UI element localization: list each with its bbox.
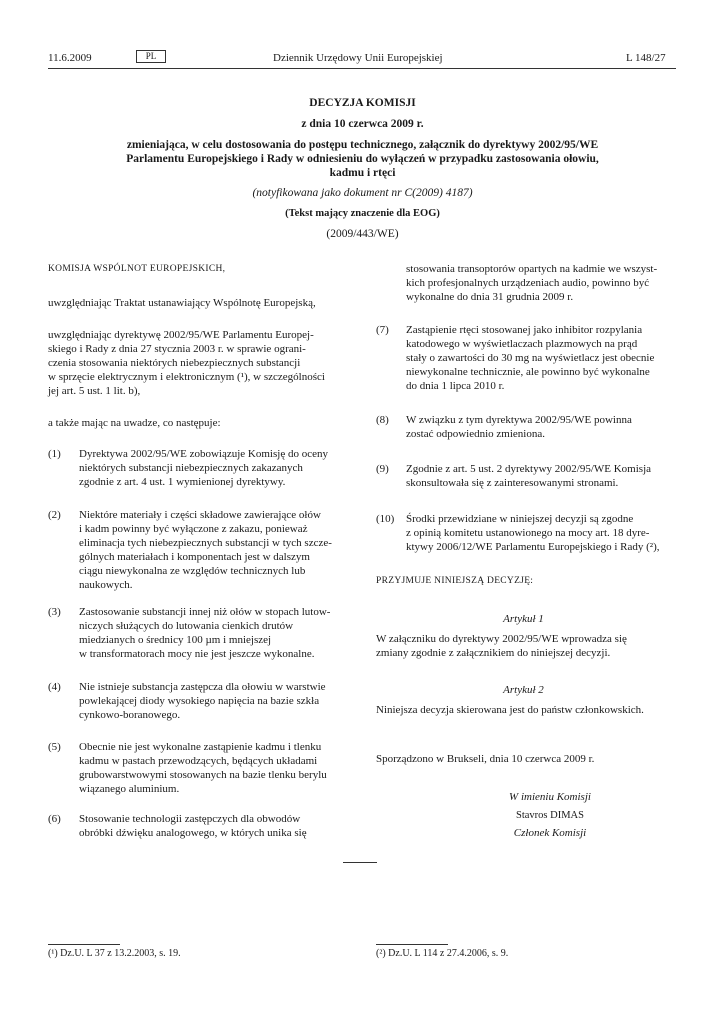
recital-number: (1) [48, 448, 61, 460]
signatory-name: Stavros DIMAS [516, 810, 584, 821]
decision-subject-1: zmieniająca, w celu dostosowania do postępu technicznego, załącznik do dyrektywy 2002/95/WE [126, 139, 599, 151]
decision-subject-3: kadmu i rtęci [329, 167, 396, 179]
signatory-role: Członek Komisji [513, 827, 587, 839]
article-1-title: Artykuł 1 [503, 613, 544, 625]
recital-number: (7) [376, 324, 389, 336]
decision-subject-2: Parlamentu Europejskiego i Rady w odniesieniu do wyłączeń w przypadku zastosowania ołowiu, [126, 153, 599, 165]
recital-6-continued: stosowania transoptorów opartych na kadmie we wszyst- kich profesjonalnych urządzeniach audio, powinno być wykonalne do dnia 31 grudnia 2009 r. [406, 263, 658, 303]
header-rule [48, 68, 676, 69]
whereas-clause: a także mając na uwadze, co następuje: [48, 417, 221, 429]
decision-date: z dnia 10 czerwca 2009 r. [301, 118, 424, 130]
end-rule [343, 862, 377, 863]
recital-number: (8) [376, 414, 389, 426]
recital-number: (4) [48, 681, 61, 693]
recital-number: (2) [48, 509, 61, 521]
recital-6: Stosowanie technologii zastępczych dla obwodów obróbki dźwięku analogowego, w których unika się [79, 813, 307, 839]
treaty-clause: uwzględniając Traktat ustanawiający Wspólnotę Europejską, [48, 297, 316, 309]
footnote-text: Dz.U. L 114 z 27.4.2006, s. 9. [388, 948, 509, 959]
footnote-mark: (¹) [48, 948, 58, 959]
footnote-2 [376, 948, 508, 959]
recital-1: Dyrektywa 2002/95/WE zobowiązuje Komisję do oceny niektórych substancji niebezpiecznych zakazanych zgodnie z art. 4 ust. 1 wymienionej dyrektywy. [79, 448, 328, 488]
notified-as: (notyfikowana jako dokument nr C(2009) 4187) [252, 187, 473, 199]
footnote-mark: (²) [376, 948, 386, 959]
done-at: Sporządzono w Brukseli, dnia 10 czerwca 2009 r. [376, 753, 595, 765]
recital-10: Środki przewidziane w niniejszej decyzji są zgodne z opinią komitetu ustanowionego na mocy art. 18 dyre- ktywy 2006/12/WE Parlamentu Europejskiego i Rady (²), [406, 513, 660, 553]
article-2-text: Niniejsza decyzja skierowana jest do państw członkowskich. [376, 704, 644, 716]
recital-8: W związku z tym dyrektywa 2002/95/WE powinna zostać odpowiednio zmieniona. [406, 414, 632, 440]
footnote-rule-right [376, 944, 448, 945]
recital-7: Zastąpienie rtęci stosowanej jako inhibitor rozpylania katodowego w wyświetlaczach plazmowych na prąd stały o zawartości do 30 mg na wyświetlacz jest obecnie niewykonalne technicznie, ale powinno być wykonalne do dnia 1 lipca 2010 r. [406, 324, 655, 392]
article-2-title: Artykuł 2 [503, 684, 544, 696]
recital-number: (3) [48, 606, 61, 618]
signature-on-behalf: W imieniu Komisji [509, 791, 591, 803]
recital-9: Zgodnie z art. 5 ust. 2 dyrektywy 2002/95/WE Komisja skonsultowała się z zainteresowanymi stronami. [406, 463, 652, 489]
adopted-heading: PRZYJMUJE NINIEJSZĄ DECYZJĘ: [376, 576, 534, 586]
language-badge: PL [136, 50, 166, 63]
recital-number: (10) [376, 513, 395, 525]
footnote-rule-left [48, 944, 120, 945]
journal-title: Dziennik Urzędowy Unii Europejskiej [273, 52, 443, 64]
decision-reference: (2009/443/WE) [326, 228, 399, 240]
recital-number: (5) [48, 741, 61, 753]
commission-heading: KOMISJA WSPÓLNOT EUROPEJSKICH, [48, 264, 226, 274]
footnote-text: Dz.U. L 37 z 13.2.2003, s. 19. [60, 948, 181, 959]
recital-5: Obecnie nie jest wykonalne zastąpienie kadmu i tlenku kadmu w pastach przewodzących, będących układami grubowarstwowymi stosowanych na bazie tlenku berylu wiązanego aluminium. [79, 741, 327, 795]
recital-3: Zastosowanie substancji innej niż ołów w stopach lutow- niczych służących do lutowania cienkich drutów miedzianych o średnicy 100 µm i mniejszej w transformatorach mocy nie jest jeszcze wykonalne. [79, 606, 331, 660]
footnote-1 [48, 948, 181, 959]
article-1-text: W załączniku do dyrektywy 2002/95/WE wprowadza się zmiany zgodnie z załącznikiem do niniejszej decyzji. [376, 633, 627, 659]
decision-kind: DECYZJA KOMISJI [309, 97, 416, 109]
page-number: L 148/27 [626, 52, 666, 64]
recital-4: Nie istnieje substancja zastępcza dla ołowiu w warstwie powlekającej diody wysokiego napięcia na bazie szkła cynkowo-boranowego. [79, 681, 326, 721]
directive-clause: uwzględniając dyrektywę 2002/95/WE Parlamentu Europej- skiego i Rady z dnia 27 stycznia 2003 r. w sprawie ograni- czenia stosowania niektórych niebezpiecznych substancji w sprzęcie elektrycznym i elektronicznym (¹), w szczególności jej art. 5 ust. 1 lit. b), [48, 329, 325, 397]
eea-relevance: (Tekst mający znaczenie dla EOG) [285, 208, 440, 219]
recital-2: Niektóre materiały i części składowe zawierające ołów i kadm powinny być wyłączone z zakazu, ponieważ eliminacja tych niebezpiecznych substancji w tych szcze- gólnych materiałach i komponentach jest w dalszym ciągu niewykonalna ze względów technicznych lub naukowych. [79, 509, 332, 591]
recital-number: (6) [48, 813, 61, 825]
recital-number: (9) [376, 463, 389, 475]
header-date: 11.6.2009 [48, 52, 92, 64]
